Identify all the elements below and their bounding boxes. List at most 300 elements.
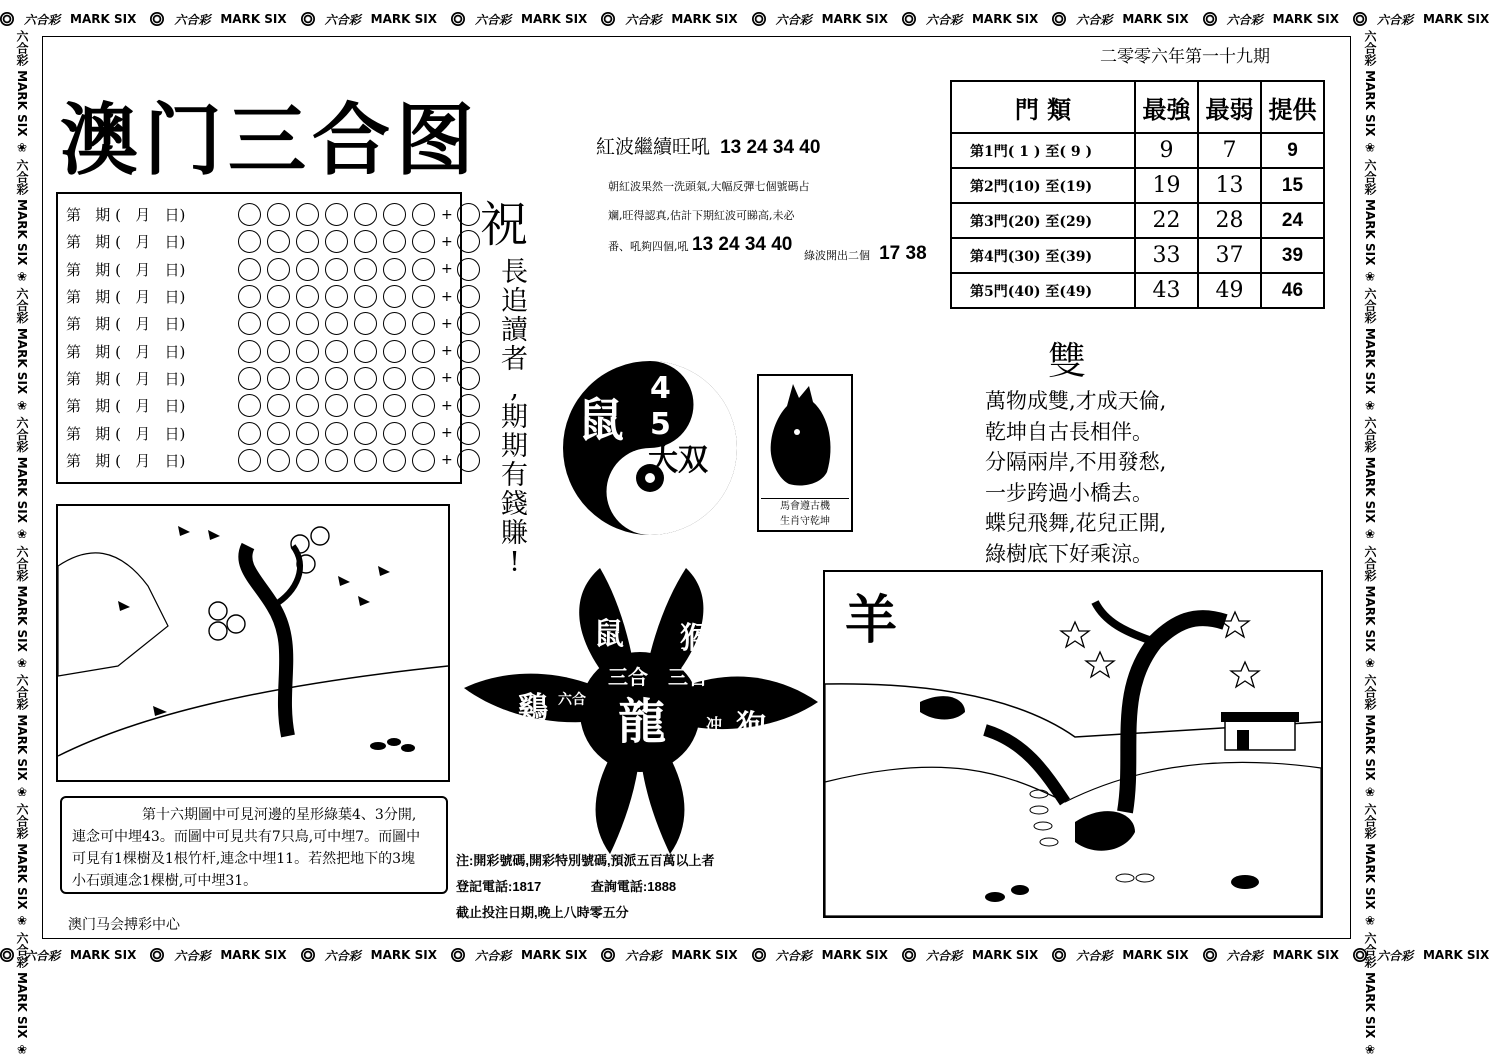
poem-line: 蝶兒飛舞,花兒正開, [985,511,1167,535]
special-number-circle[interactable] [457,367,480,390]
mark-six-chinese: 六合彩 [174,948,211,963]
number-circle[interactable] [383,394,406,417]
number-circle[interactable] [296,285,319,308]
doors-offer: 24 [1261,203,1324,238]
number-circle[interactable] [296,340,319,363]
mark-six-english: MARK SIX [671,948,738,962]
register-label: 登記電話: [456,879,513,894]
border-motif [601,11,737,28]
number-circle[interactable] [383,258,406,281]
flower-icon [451,12,465,26]
blessing-char-item: 期 [501,402,528,433]
number-circle[interactable] [354,285,377,308]
flower-right: 狗 [736,709,766,744]
doors-header-strong: 最強 [1135,81,1198,133]
doors-row [951,203,1324,238]
note-line: 第十六期圖中可見河邊的星形綠葉4、3分開, [142,807,417,823]
number-circle[interactable] [412,422,435,445]
blessing-char-item: 者 [501,344,528,375]
doors-weak: 49 [1198,273,1261,308]
number-circle[interactable] [238,203,261,226]
plus-sign: + [441,425,453,442]
mark-six-chinese: 六合彩 [625,12,662,27]
green-wave-note [804,241,927,270]
number-circle[interactable] [325,449,348,472]
flower-icon [601,12,615,26]
mark-six-chinese: 六合彩 [324,12,361,27]
record-row [66,310,486,337]
number-circle[interactable] [383,367,406,390]
center-name: 澳门马会搏彩中心 [68,916,180,932]
number-circle[interactable] [383,422,406,445]
poem-line: 綠樹底下好乘涼。 [985,541,1153,566]
mark-six-chinese: 六合彩 [1376,12,1413,27]
plus-sign: + [441,288,453,305]
number-circle[interactable] [238,422,261,445]
doors-table [950,80,1325,309]
top-border-band [0,4,1489,34]
number-circle[interactable] [296,203,319,226]
number-circle[interactable] [325,203,348,226]
special-number-circle[interactable] [457,258,480,281]
blessing-char-item: 期 [501,431,528,462]
number-circle[interactable] [296,422,319,445]
flower-icon [902,948,916,962]
number-circle[interactable] [267,312,290,335]
flower-icon [150,12,164,26]
number-circle[interactable] [296,367,319,390]
doors-strong: 22 [1135,203,1198,238]
blessing-char-item: , [510,373,519,404]
mark-six-english: MARK SIX [1122,12,1189,26]
record-row [66,392,486,419]
yinyang-zodiac: 鼠 [578,393,624,447]
mark-six-english: MARK SIX [70,12,137,26]
number-circle[interactable] [412,230,435,253]
number-circle[interactable] [238,258,261,281]
number-circle[interactable] [238,340,261,363]
number-circle[interactable] [354,203,377,226]
record-row [66,283,486,310]
record-row-label: 第 期 ( 月 日) [66,397,186,416]
flower-icon [902,12,916,26]
number-circle[interactable] [412,203,435,226]
yinyang-number-top: 4 [650,371,671,406]
sheep-scene [825,572,1321,916]
blessing-char-item: 讀 [501,315,528,346]
hint-line-text: 番、吼夠四個,吼 [608,240,689,253]
blessing-char-item: 賺 [501,518,528,549]
flower-icon [601,948,615,962]
footer-phones [456,874,816,900]
flower-top-right: 猴 [680,621,710,656]
mark-six-chinese: 六合彩 [925,948,962,963]
special-number-circle[interactable] [457,285,480,308]
flower-sanhe-right: 三合 [668,665,708,689]
doors-offer: 15 [1261,168,1324,203]
doors-offer: 9 [1261,133,1324,168]
mark-six-chinese: 六合彩 [24,948,61,963]
flower-top-left: 鼠 [594,617,624,652]
red-wave-numbers: 13 24 34 40 [720,137,821,158]
left-border-text: 六合彩 MARK SIX ❀ 六合彩 MARK SIX ❀ 六合彩 MARK SIX ❀ 六合彩 MARK SIX ❀ 六合彩 MARK SIX ❀ 六合彩 MARK SIX ❀ 六合彩 MARK SIX ❀ 六合彩 MARK SIX ❀ [15,30,29,1057]
doors-row [951,273,1324,308]
house [1221,712,1299,750]
record-row-label: 第 期 ( 月 日) [66,369,186,388]
record-row [66,447,486,474]
number-circle[interactable] [354,230,377,253]
flower-sanhe-left: 三合 [608,665,648,689]
number-circle[interactable] [325,285,348,308]
number-circle[interactable] [296,230,319,253]
number-circle[interactable] [296,449,319,472]
number-circle[interactable] [383,449,406,472]
plus-sign: + [441,206,453,223]
number-circle[interactable] [267,230,290,253]
star-leaves [209,527,329,640]
flower-icon [752,12,766,26]
plus-sign: + [441,397,453,414]
mark-six-chinese: 六合彩 [1376,948,1413,963]
special-number-circle[interactable] [457,230,480,253]
deadline-line: 截止投注日期,晚上八時零五分 [456,905,629,920]
border-motif [752,947,888,964]
border-motif [1353,11,1489,28]
record-row [66,337,486,364]
number-circle[interactable] [412,285,435,308]
sheep-illustration [823,570,1323,918]
number-circle[interactable] [267,203,290,226]
number-circle[interactable] [354,449,377,472]
red-wave-headline [596,132,820,159]
record-row-label: 第 期 ( 月 日) [66,288,186,307]
border-motif [902,947,1038,964]
mark-six-chinese: 六合彩 [24,12,61,27]
record-row [66,365,486,392]
doors-weak: 7 [1198,133,1261,168]
record-row-label: 第 期 ( 月 日) [66,315,186,334]
number-circle[interactable] [238,230,261,253]
record-rows [66,201,486,474]
green-wave-text: 綠波開出二個 [804,249,870,262]
number-circle[interactable] [412,340,435,363]
border-motif [0,11,136,28]
doors-header-row [951,81,1324,133]
yinyang-number-second: 5 [650,407,671,442]
hint-line: 斓,旺得認真,估計下期紅波可睇高,未必 [608,209,795,222]
doors-weak: 37 [1198,238,1261,273]
doors-range: 第5門(40) 至(49) [951,273,1135,308]
footer-notes [456,848,816,920]
blessing-char-item: ! [509,547,520,578]
puzzle-note [60,796,448,894]
number-circle[interactable] [325,394,348,417]
number-circle[interactable] [383,285,406,308]
border-motif [1203,947,1339,964]
footer-note-line: 注:開彩號碼,開彩特別號碼,預派五百萬以上者 [456,853,715,868]
poem-line: 乾坤自古長相伴。 [985,419,1153,444]
number-circle[interactable] [354,422,377,445]
mark-six-english: MARK SIX [70,948,137,962]
special-number-circle[interactable] [457,340,480,363]
yinyang-big-double: 大双 [648,443,708,478]
flower-center: 龍 [618,694,667,750]
river-illustration [56,504,450,782]
flower-chong: 冲 [706,715,723,734]
number-circle[interactable] [412,449,435,472]
stones [370,738,415,752]
register-number: 1817 [512,879,542,894]
mark-six-chinese: 六合彩 [925,12,962,27]
right-border-band [1356,30,1384,1057]
doors-strong: 33 [1135,238,1198,273]
flower-icon [1203,12,1217,26]
zodiac-flower [460,562,822,858]
mark-six-english: MARK SIX [370,948,437,962]
blessing-char-item: 追 [501,286,528,317]
right-border-text: 六合彩 MARK SIX ❀ 六合彩 MARK SIX ❀ 六合彩 MARK SIX ❀ 六合彩 MARK SIX ❀ 六合彩 MARK SIX ❀ 六合彩 MARK SIX ❀ 六合彩 MARK SIX ❀ 六合彩 MARK SIX ❀ [1363,30,1377,1057]
special-number-circle[interactable] [457,449,480,472]
number-circle[interactable] [267,367,290,390]
horse-caption-line: 馬會遵古機 [780,501,830,512]
horse-caption [761,498,849,529]
flower-icon [150,948,164,962]
mark-six-english: MARK SIX [821,12,888,26]
special-number-circle[interactable] [457,422,480,445]
plus-sign: + [441,261,453,278]
hint-line: 朝紅波果然一洗頭氣,大幅反彈七個號碼占 [608,180,810,193]
mark-six-english: MARK SIX [1272,12,1339,26]
mark-six-english: MARK SIX [1422,12,1489,26]
number-circle[interactable] [267,258,290,281]
mark-six-chinese: 六合彩 [775,948,812,963]
doors-range: 第2門(10) 至(19) [951,168,1135,203]
doors-strong: 43 [1135,273,1198,308]
doors-offer: 46 [1261,273,1324,308]
record-row-label: 第 期 ( 月 日) [66,206,186,225]
number-circle[interactable] [238,367,261,390]
special-number-circle[interactable] [457,312,480,335]
number-circle[interactable] [383,312,406,335]
enquiry-label: 查詢電話: [590,879,648,894]
blessing-char: 祝 [480,197,529,253]
blessing-char-item: 長 [501,257,528,288]
mark-six-english: MARK SIX [220,12,287,26]
red-wave-title: 紅波繼續旺吼 [596,136,711,158]
note-line: 連念可中埋43。而圖中可見共有7只鳥,可中埋7。而圖中 [72,829,421,845]
plus-sign: + [441,343,453,360]
border-motif [1052,947,1188,964]
number-circle[interactable] [412,312,435,335]
number-circle[interactable] [354,394,377,417]
number-circle[interactable] [325,312,348,335]
flower-icon [1052,948,1066,962]
border-motif [301,947,437,964]
record-row-label: 第 期 ( 月 日) [66,424,186,443]
blessing-char-item: 有 [501,460,528,491]
mark-six-english: MARK SIX [971,12,1039,26]
doors-strong: 9 [1135,133,1198,168]
number-circle[interactable] [296,394,319,417]
record-row [66,419,486,446]
doors-row [951,133,1324,168]
mark-six-chinese: 六合彩 [1226,12,1263,27]
mark-six-english: MARK SIX [370,12,437,26]
mark-six-chinese: 六合彩 [775,12,812,27]
mark-six-chinese: 六合彩 [174,12,211,27]
number-circle[interactable] [267,285,290,308]
mark-six-chinese: 六合彩 [474,12,511,27]
special-number-circle[interactable] [457,203,480,226]
number-circle[interactable] [325,340,348,363]
poem-line: 分隔兩岸,不用發愁, [985,450,1167,474]
number-circle[interactable] [412,367,435,390]
mark-six-chinese: 六合彩 [625,948,662,963]
number-circle[interactable] [267,394,290,417]
yinyang-emblem [560,358,740,538]
doors-row [951,238,1324,273]
sheep-label: 羊 [845,591,898,651]
hint-numbers: 13 24 34 40 [692,234,793,255]
star-leaves [1061,612,1259,687]
mark-six-english: MARK SIX [521,12,588,26]
goose [920,696,1135,851]
doors-weak: 28 [1198,203,1261,238]
doors-range: 第3門(20) 至(29) [951,203,1135,238]
number-circle[interactable] [325,258,348,281]
number-circle[interactable] [354,367,377,390]
green-wave-numbers: 17 38 [879,243,927,264]
number-circle[interactable] [383,230,406,253]
flower-liuhe: 六合 [558,692,586,708]
number-circle[interactable] [383,203,406,226]
mark-six-english: MARK SIX [971,948,1039,962]
border-motif [150,11,286,28]
record-row [66,256,486,283]
special-number-circle[interactable] [457,394,480,417]
border-motif [1203,11,1339,28]
number-circle[interactable] [267,340,290,363]
mark-six-english: MARK SIX [671,12,738,26]
mark-six-english: MARK SIX [220,948,287,962]
mark-six-chinese: 六合彩 [324,948,361,963]
border-motif [752,11,888,28]
flower-icon [1353,12,1367,26]
flower-icon [301,948,315,962]
number-circle[interactable] [325,367,348,390]
border-motif [451,947,587,964]
number-circle[interactable] [238,285,261,308]
border-motif [150,947,286,964]
poem-line: 萬物成雙,才成天倫, [985,389,1167,413]
number-circle[interactable] [412,258,435,281]
doors-range: 第4門(30) 至(39) [951,238,1135,273]
page-title: 澳门三合图 [60,96,481,186]
flower-icon [752,948,766,962]
mark-six-chinese: 六合彩 [1076,12,1113,27]
number-circle[interactable] [238,449,261,472]
mark-six-chinese: 六合彩 [1076,948,1113,963]
birds [118,526,390,716]
record-row [66,228,486,255]
flower-icon [0,12,14,26]
record-row-label: 第 期 ( 月 日) [66,451,186,470]
doors-row [951,168,1324,203]
horse-caption-line: 生肖守乾坤 [780,516,830,527]
mark-six-chinese: 六合彩 [1226,948,1263,963]
left-border-band [8,30,36,1057]
flower-icon [451,948,465,962]
mark-six-english: MARK SIX [521,948,588,962]
border-motif [301,11,437,28]
flower-icon [1052,12,1066,26]
doors-header-offer: 提供 [1261,81,1324,133]
number-circle[interactable] [354,312,377,335]
poem-title: 雙 [1048,339,1087,383]
mark-six-english: MARK SIX [821,948,888,962]
number-circle[interactable] [267,422,290,445]
plus-sign: + [441,315,453,332]
enquiry-number: 1888 [647,879,677,894]
blessing-text [501,258,528,577]
record-row-label: 第 期 ( 月 日) [66,260,186,279]
doors-range: 第1門( 1 ) 至( 9 ) [951,133,1135,168]
doors-offer: 39 [1261,238,1324,273]
horse-head-image [759,376,851,496]
number-circle[interactable] [354,340,377,363]
number-circle[interactable] [238,394,261,417]
plus-sign: + [441,452,453,469]
number-circle[interactable] [412,394,435,417]
blessing-char-item: 錢 [501,489,528,520]
number-circle[interactable] [354,258,377,281]
border-motif [1052,11,1188,28]
border-motif [601,947,737,964]
mark-six-english: MARK SIX [1272,948,1339,962]
mark-six-english: MARK SIX [1122,948,1189,962]
number-circle[interactable] [296,312,319,335]
flower-left: 鷄 [518,691,548,726]
number-circle[interactable] [325,230,348,253]
poem-body [985,386,1166,569]
stones [985,875,1259,902]
doors-header-category: 門 類 [951,81,1135,133]
record-table [56,192,462,484]
issue-number: 二零零六年第一十九期 [1100,47,1270,67]
river-scene [58,506,448,780]
number-circle[interactable] [267,449,290,472]
flower-icon [301,12,315,26]
record-row-label: 第 期 ( 月 日) [66,342,186,361]
record-row-label: 第 期 ( 月 日) [66,233,186,252]
doors-strong: 19 [1135,168,1198,203]
mark-six-chinese: 六合彩 [474,948,511,963]
plus-sign: + [441,233,453,250]
note-line: 小石頭連念1棵樹,可中埋31。 [72,873,258,889]
bottom-border-band [0,940,1489,970]
plus-sign: + [441,370,453,387]
note-line: 可見有1棵樹及1根竹杆,連念中埋11。若然把地下的3塊 [72,851,415,867]
doors-header-weak: 最弱 [1198,81,1261,133]
number-circle[interactable] [238,312,261,335]
poem-line: 一步跨過小橋去。 [985,480,1153,505]
number-circle[interactable] [325,422,348,445]
number-circle[interactable] [296,258,319,281]
mark-six-english: MARK SIX [1422,948,1489,962]
number-circle[interactable] [383,340,406,363]
record-row [66,201,486,228]
flower-icon [1203,948,1217,962]
